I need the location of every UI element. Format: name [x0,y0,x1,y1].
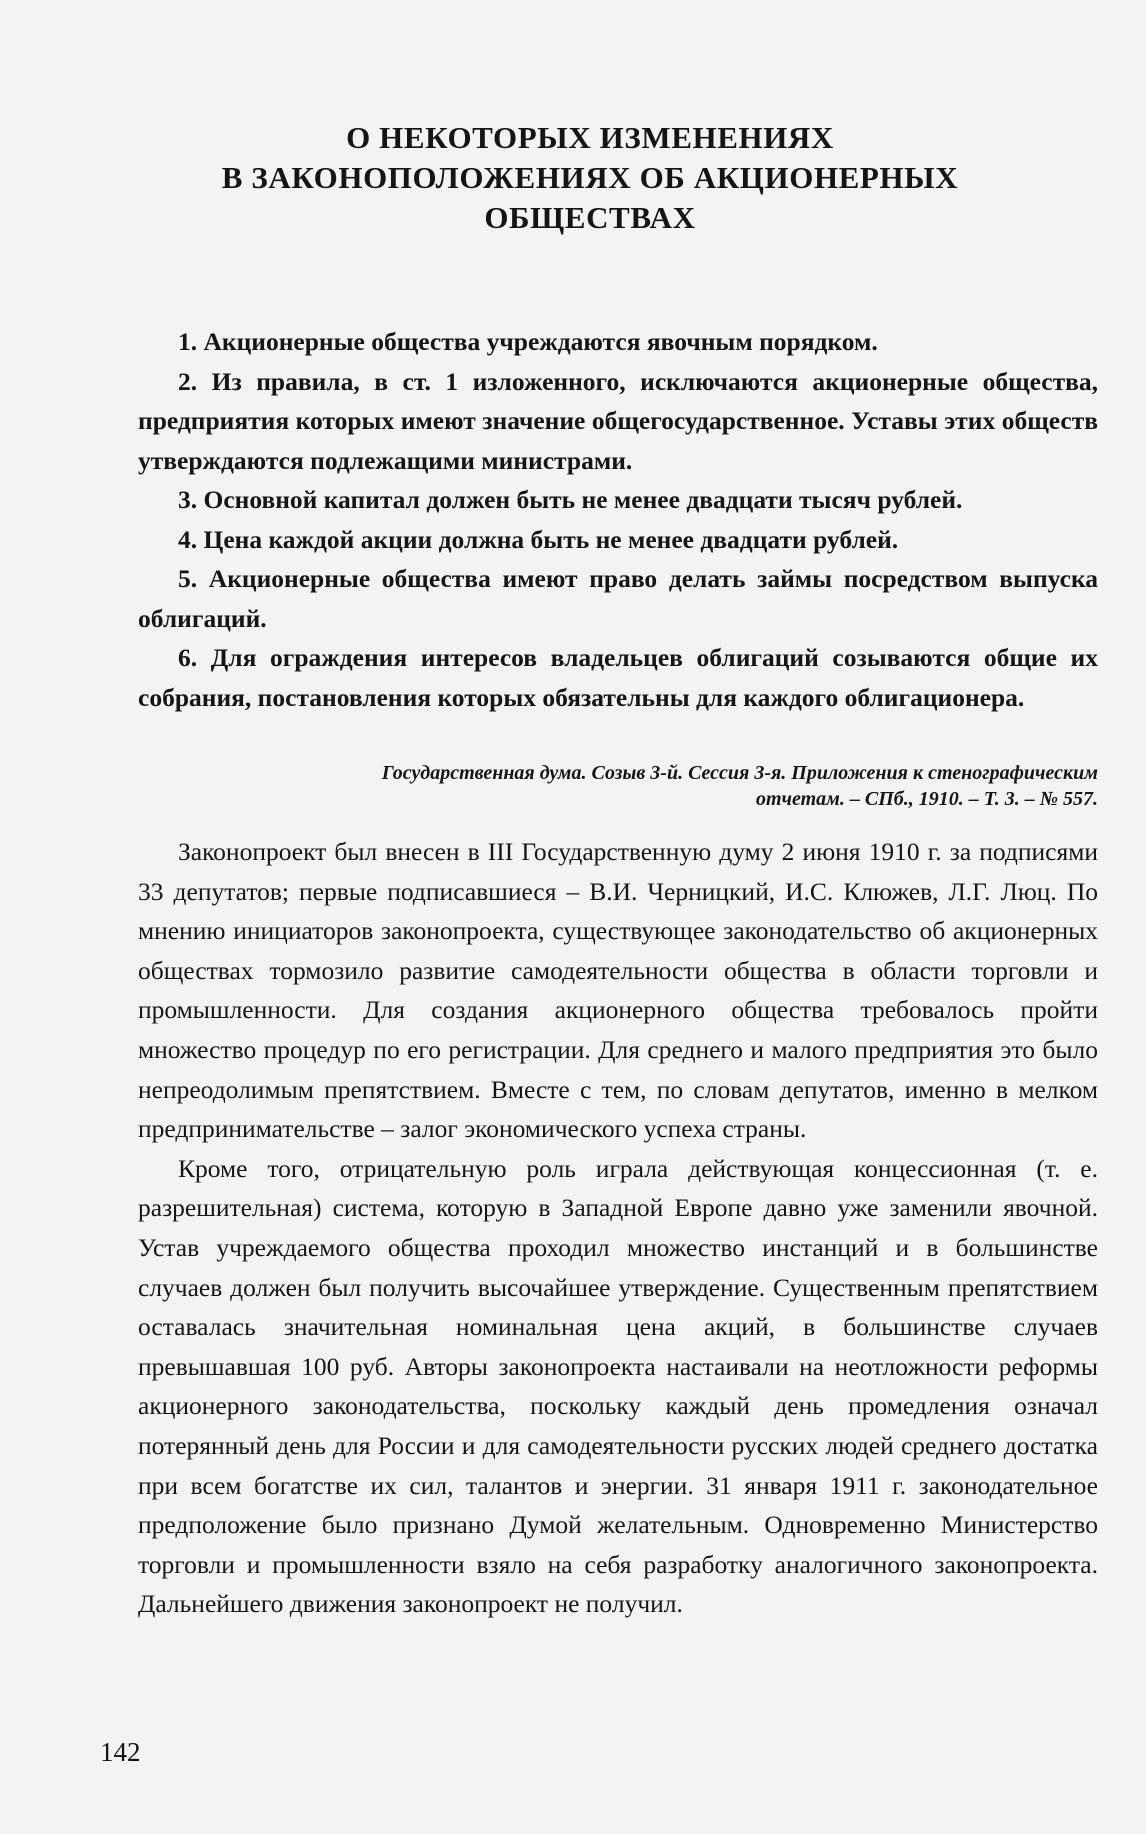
source-citation [138,760,1098,812]
law-article-2: 2. Из правила, в ст. 1 изложенного, исключаются акционерные общества, предприятия которых имеют значение общегосударственное. Уставы этих обществ утверждаются подлежащими министрами. [138,366,1098,475]
source-citation-line-2: отчетам. – СПб., 1910. – Т. 3. – № 557. [755,788,1098,810]
page-number: 142 [100,1737,141,1767]
title-line-3: ОБЩЕСТВАХ [484,200,696,235]
law-article-5: 5. Акционерные общества имеют право делать займы посредством выпуска облигаций. [138,564,1098,633]
commentary-paragraph-2: Кроме того, отрицательную роль играла действующая концессионная (т. е. разрешительная) система, которую в Западной Европе давно уже заменили явочной. Устав учреждаемого общества проходил множество инстанций и в большинстве случаев должен был получить высочайшее утверждение. Существенным препятствием оставалась значительная номинальная цена акций, в большинстве случаев превышавшая 100 руб. Авторы законопроекта настаивали на неотложности реформы акционерного законодательства, поскольку каждый день промедления означал потерянный день для России и для самодеятельности русских людей среднего достатка при всем богатстве их сил, талантов и энергии. 31 января 1911 г. законодательное предположение было признано Думой желательным. Одновременно Министерство торговли и промышленности взяло на себя разработку аналогичного законопроекта. Дальнейшего движения законопроект не получил. [138,1153,1098,1619]
title-line-1: О НЕКОТОРЫХ ИЗМЕНЕНИЯХ [346,120,834,155]
page-title [100,118,1080,238]
law-article-6: 6. Для ограждения интересов владельцев облигаций созываются общие их собрания, постановления которых обязательны для каждого облигационера. [138,643,1098,712]
commentary-paragraph-1: Законопроект был внесен в III Государственную думу 2 июня 1910 г. за подписями 33 депутатов; первые подписавшиеся – В.И. Черницкий, И.С. Клюжев, Л.Г. Люц. По мнению инициаторов законопроекта, существующее законодательство об акционерных обществах тормозило развитие самодеятельности общества в области торговли и промышленности. Для создания акционерного общества требовалось пройти множество процедур по его регистрации. Для среднего и малого предприятия это было непреодолимым препятствием. Вместе с тем, по словам депутатов, именно в мелком предпринимательстве – залог экономического успеха страны. [138,837,1098,1144]
law-articles [138,322,1098,717]
title-line-2: В ЗАКОНОПОЛОЖЕНИЯХ ОБ АКЦИОНЕРНЫХ [221,160,959,195]
law-article-1: 1. Акционерные общества учреждаются явочным порядком. [178,327,878,356]
source-citation-line-1: Государственная дума. Созыв 3-й. Сессия 3-я. Приложения к стенографическим [381,762,1098,784]
law-article-4: 4. Цена каждой акции должна быть не менее двадцати рублей. [178,524,899,554]
law-article-3: 3. Основной капитал должен быть не менее двадцати тысяч рублей. [178,485,963,514]
commentary [138,832,1098,1624]
